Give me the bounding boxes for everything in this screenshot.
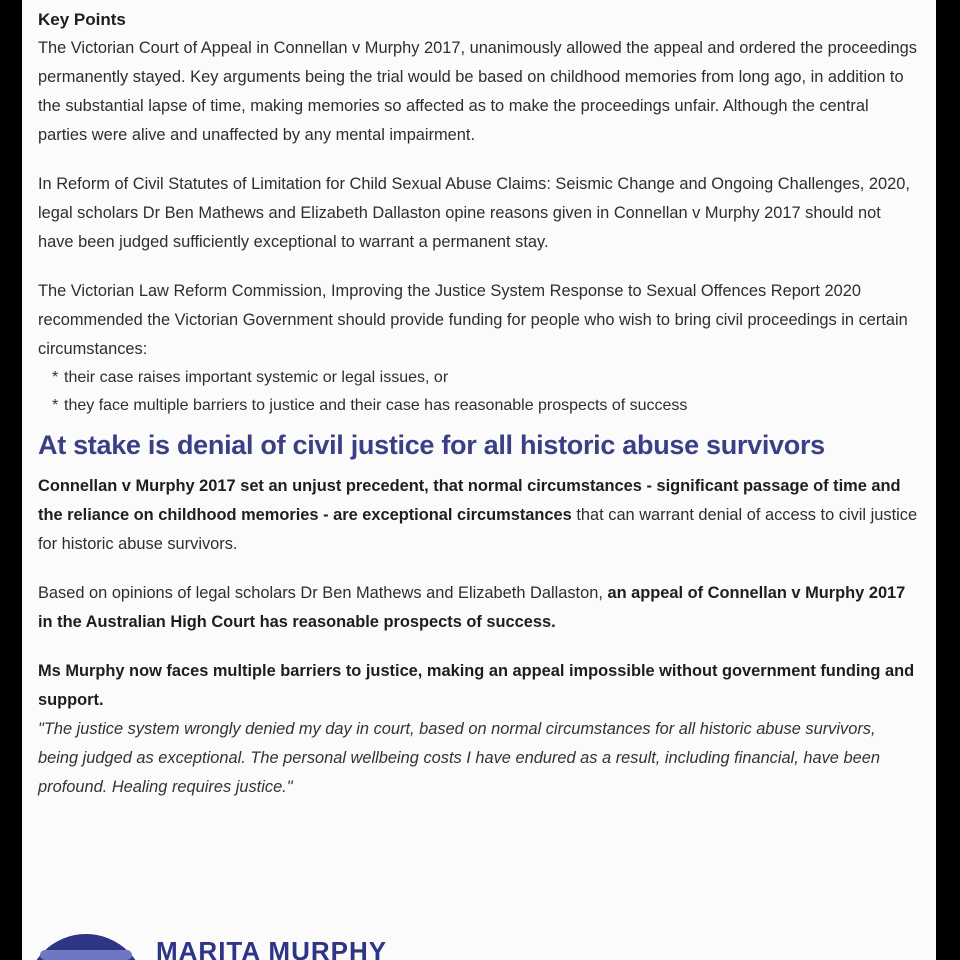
survivor-quote: "The justice system wrongly denied my day in court, based on normal circumstances for all historic abuse survivors, being judged as exceptional. The personal wellbeing costs I have endured as a result, including financial, have been profound. Healing requires justice."	[38, 720, 880, 796]
key-points-paragraph-3: The Victorian Law Reform Commission, Improving the Justice System Response to Sexual Offences Report 2020 recommended the Victorian Government should provide funding for people who wish to bring civil proceedings in certain circumstances:	[38, 282, 908, 358]
stake-paragraph-2	[38, 579, 918, 637]
list-item-text: their case raises important systemic or legal issues, or	[64, 369, 449, 386]
stake-paragraph-1	[38, 472, 918, 559]
key-points-heading: Key Points	[38, 10, 126, 29]
brand-logo	[26, 934, 146, 960]
stake-paragraph-1-bold: Connellan v Murphy 2017 set an unjust precedent, that normal circumstances - significant passage of time and the reliance on childhood memories - are exceptional circumstances	[38, 477, 901, 524]
list-item-text: they face multiple barriers to justice and their case has reasonable prospects of success	[64, 397, 688, 414]
stake-paragraph-2-bold: an appeal of Connellan v Murphy 2017 in the Australian High Court has reasonable prospects of success.	[38, 584, 906, 631]
bullet-marker: *	[52, 369, 59, 386]
stake-heading: At stake is denial of civil justice for all historic abuse survivors	[38, 430, 825, 460]
bullet-marker: *	[52, 397, 59, 414]
key-points-paragraph-1: The Victorian Court of Appeal in Connellan v Murphy 2017, unanimously allowed the appeal and ordered the proceedings permanently stayed. Key arguments being the trial would be based on childhood memories from long ago, in addition to the substantial lapse of time, making memories so affected as to make the proceedings unfair. Although the central parties were alive and unaffected by any mental impairment.	[38, 39, 917, 144]
recommendation-list	[38, 364, 918, 420]
key-points-paragraph-2: In Reform of Civil Statutes of Limitation for Child Sexual Abuse Claims: Seismic Change and Ongoing Challenges, 2020, legal scholars Dr Ben Mathews and Elizabeth Dallaston opine reasons given in Connellan v Murphy 2017 should not have been judged sufficiently exceptional to warrant a permanent stay.	[38, 175, 910, 251]
stake-paragraph-3: Ms Murphy now faces multiple barriers to justice, making an appeal impossible without government funding and support.	[38, 662, 915, 709]
document-page	[22, 0, 936, 960]
list-item	[52, 392, 918, 420]
cut-off-title	[42, 0, 922, 2]
stake-paragraph-1-rest: that can warrant denial of access to civil justice for historic abuse survivors.	[38, 506, 918, 553]
brand-name: MARITA MURPHY	[156, 936, 388, 960]
list-item	[52, 364, 918, 392]
document-content	[38, 10, 918, 802]
brand-footer	[26, 930, 586, 960]
stake-paragraph-2-plain: Based on opinions of legal scholars Dr Ben Mathews and Elizabeth Dallaston,	[38, 584, 608, 602]
